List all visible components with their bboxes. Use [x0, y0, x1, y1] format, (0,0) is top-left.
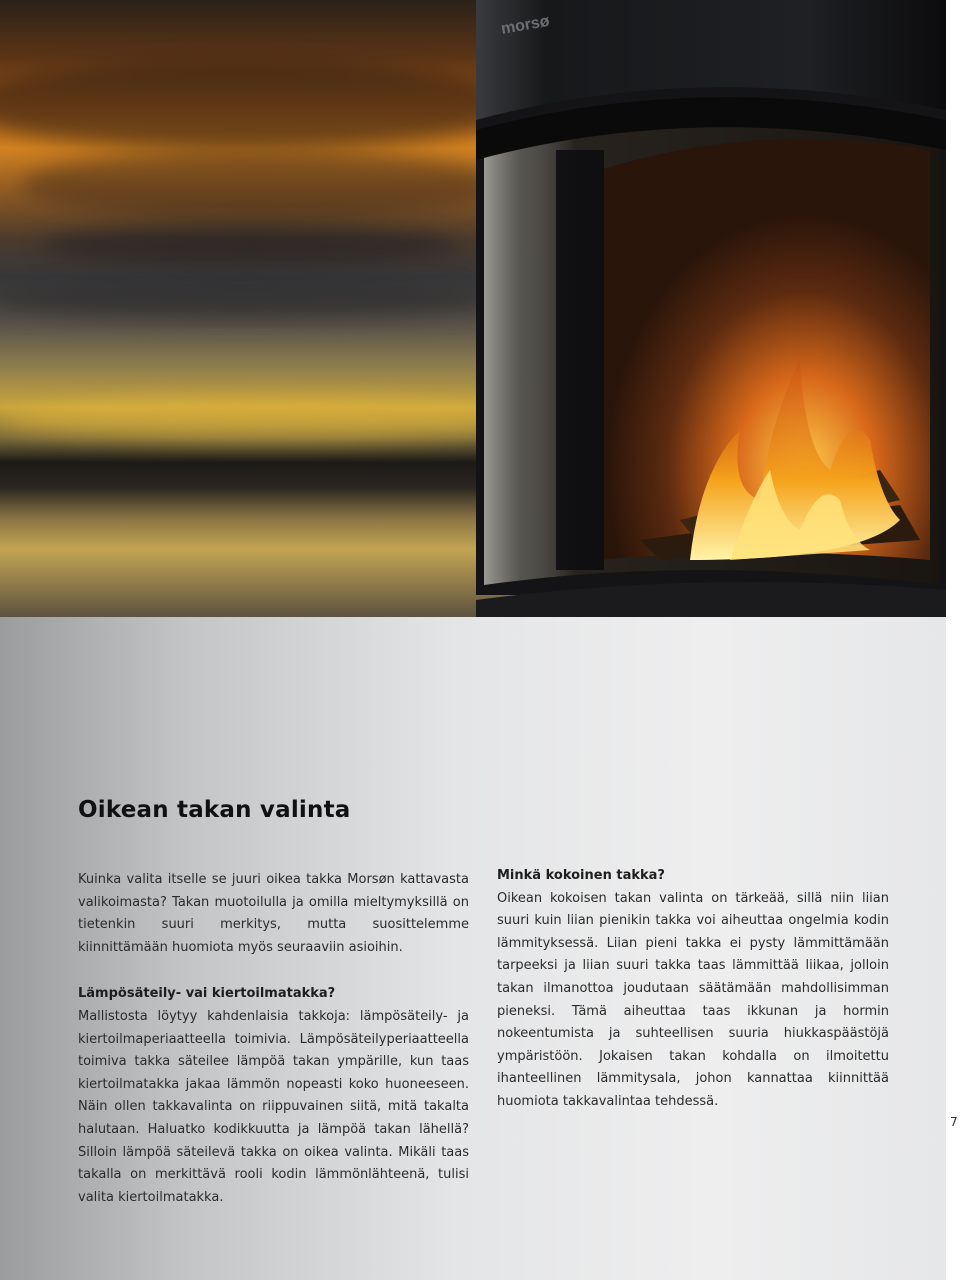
left-column — [78, 869, 469, 1209]
page-number: 7 — [950, 1115, 958, 1129]
stove-illustration — [0, 0, 946, 617]
right-column — [497, 865, 889, 1114]
radiation-vs-convection-body: Mallistosta löytyy kahdenlaisia takkoja: lämpösäteily- ja kiertoilmaperiaatteella toimivia. Lämpösäteilyperiaatteella toimiva takka säteilee lämpöä takan ympärille, kun taas kiertoilmatakka jakaa lämmön nopeasti koko huoneeseen. Näin ollen takkavalinta on riippuvainen siitä, mitä takalta halutaan. Haluatko kodikkuutta ja lämpöä takan lähellä? Silloin lämpöä säteilevä takka on oikea valinta. Mikäli taas takalla on merkittävä rooli kodin lämmönlähteenä, tulisi valita kiertoilmatakka. — [78, 1008, 469, 1205]
intro-paragraph: Kuinka valita itselle se juuri oikea takka Morsøn kattavasta valikoimasta? Takan muotoilulla ja omilla mieltymyksillä on tietenkin suuri merkitys, mutta suosittelemme kiinnittämään huomiota myös seuraaviin asioihin. — [78, 872, 469, 955]
page-margin — [946, 0, 960, 1280]
radiation-vs-convection-heading: Lämpösäteily- vai kiertoilmatakka? — [78, 986, 336, 1002]
stove-size-heading: Minkä kokoinen takka? — [497, 868, 665, 883]
stove-size-body: Oikean kokoisen takan valinta on tärkeää, sillä niin liian suuri kuin liian pienikin takka voi aiheuttaa ongelmia kodin lämmityksessä. Liian pieni takka ei pysty lämmittämään tarpeeksi ja liian suuri takka taas lämmittää liikaa, jolloin takan ilmanottoa joudutaan säätämään mahdollisimman pieneksi. Tämä aiheuttaa taas ikkunan ja hormin nokeentumista ja suhteellisen suuria hiukkaspäästöjä ympäristöön. Jokaisen takan kohdalla on ilmoitettu ihanteellinen lämmitysala, johon kannattaa kiinnittää huomiota takkavalintaa tehdessä. — [497, 890, 889, 1109]
hero-photo — [0, 0, 946, 617]
page-title: Oikean takan valinta — [78, 797, 351, 823]
brand-logo: morsø — [499, 12, 551, 38]
